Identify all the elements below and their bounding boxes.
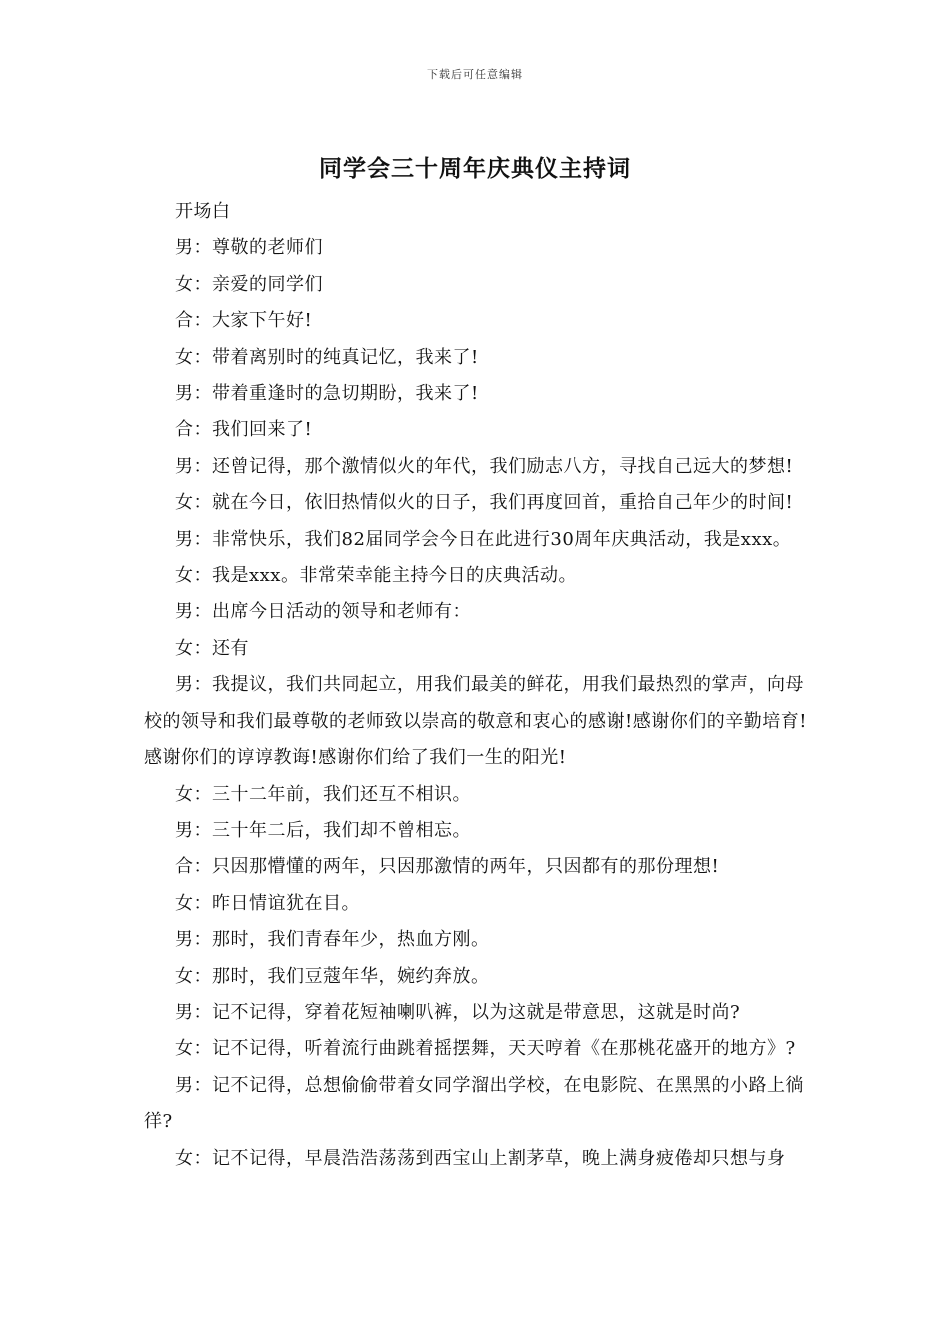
paragraph: 女：那时，我们豆蔻年华，婉约奔放。 [175,965,490,987]
paragraph: 女：记不记得，早晨浩浩荡荡到西宝山上割茅草，晚上满身疲倦却只想与身 [175,1147,786,1169]
paragraph: 女：亲爱的同学们 [175,273,323,295]
document-body [144,194,810,1177]
paragraph: 女：还有 [175,637,249,659]
paragraph: 女：三十二年前，我们还互不相识。 [175,783,471,805]
paragraph: 合：大家下午好! [175,310,313,332]
paragraph: 男：还曾记得，那个激情似火的年代，我们励志八方，寻找自己远大的梦想! [175,455,794,477]
paragraph: 女：就在今日，依旧热情似火的日子，我们再度回首，重拾自己年少的时间! [175,492,794,514]
paragraph: 男：非常快乐，我们82届同学会今日在此进行30周年庆典活动，我是xxx。 [175,528,792,550]
paragraph: 女：记不记得，听着流行曲跳着摇摆舞，天天哼着《在那桃花盛开的地方》? [175,1038,796,1060]
paragraph: 男：记不记得，总想偷偷带着女同学溜出学校，在电影院、在黑黑的小路上徜徉? [144,1074,804,1133]
paragraph: 合：我们回来了! [175,419,313,441]
paragraph: 女：昨日情谊犹在目。 [175,892,360,914]
paragraph: 男：尊敬的老师们 [175,237,323,259]
paragraph: 女：我是xxx。非常荣幸能主持今日的庆典活动。 [175,565,577,587]
document-title: 同学会三十周年庆典仪主持词 [319,155,631,182]
paragraph: 男：记不记得，穿着花短袖喇叭裤，以为这就是带意思，这就是时尚? [175,1001,741,1023]
paragraph: 开场白 [175,201,231,222]
paragraph: 男：带着重逢时的急切期盼，我来了! [175,383,479,405]
paragraph: 男：那时，我们青春年少，热血方刚。 [175,929,490,951]
paragraph: 女：带着离别时的纯真记忆，我来了! [175,346,479,368]
paragraph: 合：只因那懵懂的两年，只因那激情的两年，只因都有的那份理想! [175,856,720,878]
paragraph: 男：我提议，我们共同起立，用我们最美的鲜花，用我们最热烈的掌声，向母校的领导和我们最尊敬的老师致以崇高的敬意和衷心的感谢!感谢你们的辛勤培育!感谢你们的谆谆教诲!感谢你们给了我们一生的阳光! [144,674,807,769]
paragraph: 男：出席今日活动的领导和老师有： [175,601,471,623]
header-note: 下载后可任意编辑 [427,68,523,81]
paragraph: 男：三十年二后，我们却不曾相忘。 [175,819,471,841]
